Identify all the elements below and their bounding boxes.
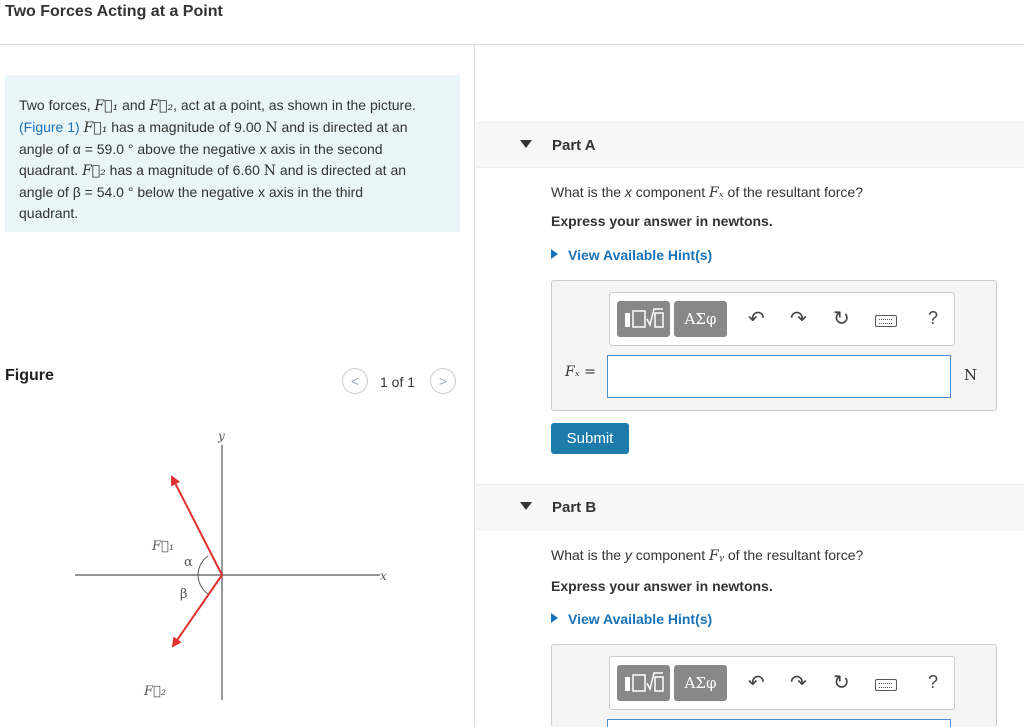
undo-icon[interactable]: ↶ <box>748 308 765 330</box>
keyboard-icon[interactable] <box>875 315 897 327</box>
templates-icon[interactable] <box>617 665 670 701</box>
submit-button[interactable]: Submit <box>551 423 629 454</box>
y-axis-label: y <box>218 430 225 443</box>
part-a-answer-box <box>551 280 997 411</box>
chevron-right-icon[interactable]: > <box>430 368 456 394</box>
help-icon[interactable]: ? <box>928 308 939 328</box>
f2-label: F⃗₂ <box>144 684 167 699</box>
math-toolbar <box>609 292 955 346</box>
keyboard-icon[interactable] <box>875 679 897 691</box>
alpha-label: α <box>184 555 193 570</box>
answer-input[interactable] <box>607 355 951 398</box>
redo-icon[interactable]: ↷ <box>790 308 807 330</box>
f1-arrow <box>172 477 222 575</box>
part-b-answer-box <box>551 644 997 727</box>
templates-icon[interactable] <box>617 301 670 337</box>
help-icon[interactable]: ? <box>928 672 939 692</box>
undo-icon[interactable]: ↶ <box>748 672 765 694</box>
problem-line-2: (Figure 1) F⃗₁ has a magnitude of 9.00 N and is directed at an <box>19 119 408 136</box>
part-b-header[interactable] <box>476 484 1024 530</box>
problem-line-1: Two forces, F⃗₁ and F⃗₂, act at a point, as shown in the picture. <box>19 97 416 114</box>
redo-icon[interactable]: ↷ <box>790 672 807 694</box>
f2-arrow <box>173 575 222 646</box>
f1-label: F⃗₁ <box>152 539 175 554</box>
problem-line-4: quadrant. F⃗₂ has a magnitude of 6.60 N and is directed at an <box>19 162 407 179</box>
caret-right-icon <box>551 249 558 259</box>
caret-down-icon <box>520 140 532 148</box>
part-a-header[interactable] <box>476 122 1024 168</box>
force-diagram <box>60 430 400 710</box>
answer-unit: N <box>964 366 978 384</box>
x-axis-label: x <box>380 569 387 583</box>
chevron-left-icon[interactable]: < <box>342 368 368 394</box>
part-b-label: Part B <box>552 499 597 516</box>
part-a-hint-link[interactable]: View Available Hint(s) <box>551 247 712 263</box>
part-b-instruction: Express your answer in newtons. <box>551 578 773 594</box>
part-a-question: What is the x component Fₓ of the resultant force? <box>551 184 863 201</box>
problem-line-3: angle of α = 59.0 ° above the negative x axis in the second <box>19 141 383 157</box>
reset-icon[interactable]: ↻ <box>833 308 850 330</box>
problem-line-6: quadrant. <box>19 205 79 221</box>
part-b-question: What is the y component Fᵧ of the resultant force? <box>551 547 864 564</box>
left-pane <box>0 45 475 727</box>
figure-link[interactable]: (Figure 1) <box>19 119 80 135</box>
math-toolbar <box>609 656 955 710</box>
page-title: Two Forces Acting at a Point <box>5 3 223 20</box>
greek-letters-icon[interactable]: ΑΣφ <box>674 301 727 337</box>
answer-input-partial[interactable] <box>607 719 951 727</box>
part-a-instruction: Express your answer in newtons. <box>551 213 773 229</box>
figure-header: Figure <box>5 367 54 384</box>
problem-line-5: angle of β = 54.0 ° below the negative x axis in the third <box>19 184 364 200</box>
header-bar <box>0 0 1024 45</box>
greek-letters-icon[interactable]: ΑΣφ <box>674 665 727 701</box>
part-b-hint-link[interactable]: View Available Hint(s) <box>551 611 712 627</box>
caret-right-icon <box>551 613 558 623</box>
caret-down-icon <box>520 502 532 510</box>
reset-icon[interactable]: ↻ <box>833 672 850 694</box>
answer-label: Fₓ = <box>565 364 596 380</box>
part-a-label: Part A <box>552 137 596 154</box>
pager-text: 1 of 1 <box>380 374 416 390</box>
problem-statement <box>5 75 460 232</box>
beta-label: β <box>180 587 188 602</box>
figure-pager <box>342 368 460 394</box>
